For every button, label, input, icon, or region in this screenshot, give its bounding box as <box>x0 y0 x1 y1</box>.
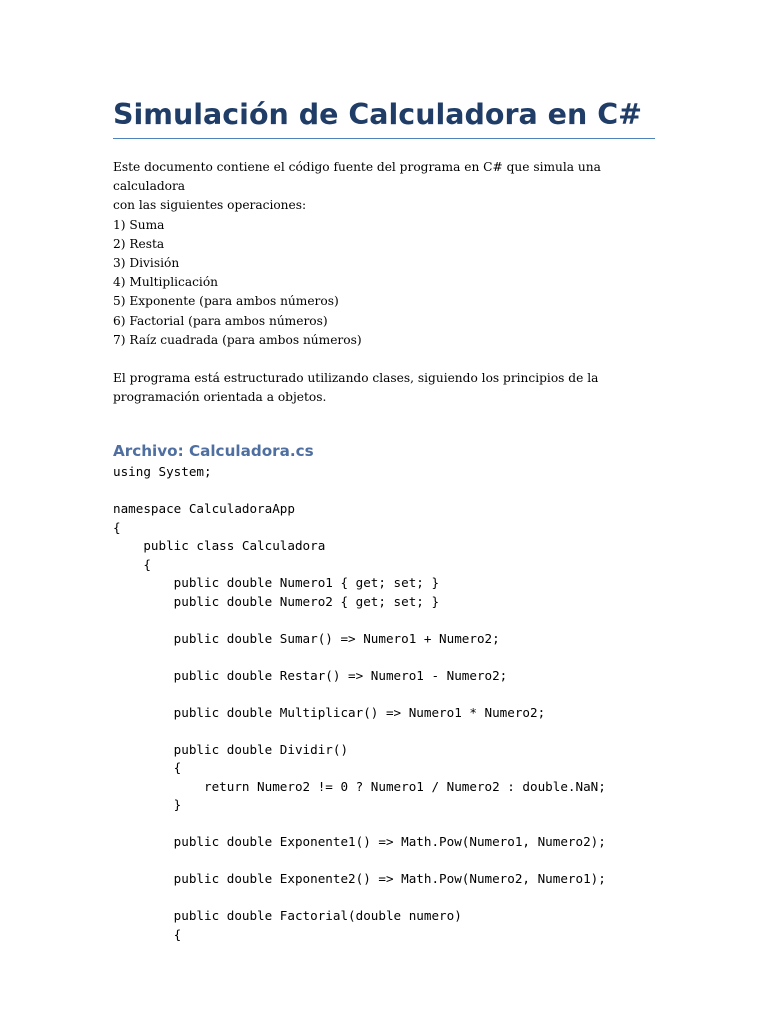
code-line <box>113 815 655 834</box>
code-line: public double Restar() => Numero1 - Numero2; <box>113 667 508 683</box>
code-line: public double Numero1 { get; set; } <box>113 575 440 591</box>
code-line: using System; <box>113 464 212 480</box>
intro-line: Este documento contiene el código fuente del programa en C# que simula una calculadora <box>113 160 601 194</box>
code-line: public double Multiplicar() => Numero1 * Numero2; <box>113 704 546 720</box>
structure-line: programación orientada a objetos. <box>113 390 327 405</box>
code-line: public double Factorial(double numero) <box>113 908 462 924</box>
operation-item-factorial: 6) Factorial (para ambos números) <box>113 313 328 328</box>
code-line <box>113 852 655 871</box>
code-line <box>113 685 655 704</box>
document-title: Simulación de Calculadora en C# <box>113 96 655 139</box>
operation-item-multiplicacion: 4) Multiplicación <box>113 275 219 290</box>
code-line: namespace CalculadoraApp <box>113 501 295 517</box>
code-block <box>113 463 655 944</box>
operations-list <box>113 216 655 350</box>
operation-item-division: 3) División <box>113 256 180 271</box>
code-line <box>113 482 655 501</box>
code-line <box>113 648 655 667</box>
code-line: { <box>113 926 182 942</box>
operation-item-resta: 2) Resta <box>113 236 165 251</box>
operation-item-suma: 1) Suma <box>113 217 165 232</box>
intro-line: con las siguientes operaciones: <box>113 198 307 213</box>
code-line <box>113 889 655 908</box>
structure-line: El programa está estructurado utilizando clases, siguiendo los principios de la <box>113 371 599 386</box>
operation-item-raiz: 7) Raíz cuadrada (para ambos números) <box>113 332 362 347</box>
document-page <box>113 96 655 944</box>
intro-paragraph <box>113 158 655 216</box>
code-line: } <box>113 797 182 813</box>
code-line: public class Calculadora <box>113 538 326 554</box>
code-line: public double Dividir() <box>113 741 349 757</box>
operation-item-exponente: 5) Exponente (para ambos números) <box>113 294 339 309</box>
code-line: { <box>113 556 151 572</box>
structure-paragraph <box>113 369 655 407</box>
code-line: public double Sumar() => Numero1 + Numero2; <box>113 630 500 646</box>
code-line: public double Exponente2() => Math.Pow(Numero2, Numero1); <box>113 871 606 887</box>
code-line: return Numero2 != 0 ? Numero1 / Numero2 : double.NaN; <box>113 778 606 794</box>
code-line <box>113 611 655 630</box>
code-line: { <box>113 519 121 535</box>
code-line <box>113 722 655 741</box>
code-line: { <box>113 760 182 776</box>
code-line: public double Numero2 { get; set; } <box>113 593 440 609</box>
code-line: public double Exponente1() => Math.Pow(Numero1, Numero2); <box>113 834 606 850</box>
section-heading: Archivo: Calculadora.cs <box>113 442 314 461</box>
